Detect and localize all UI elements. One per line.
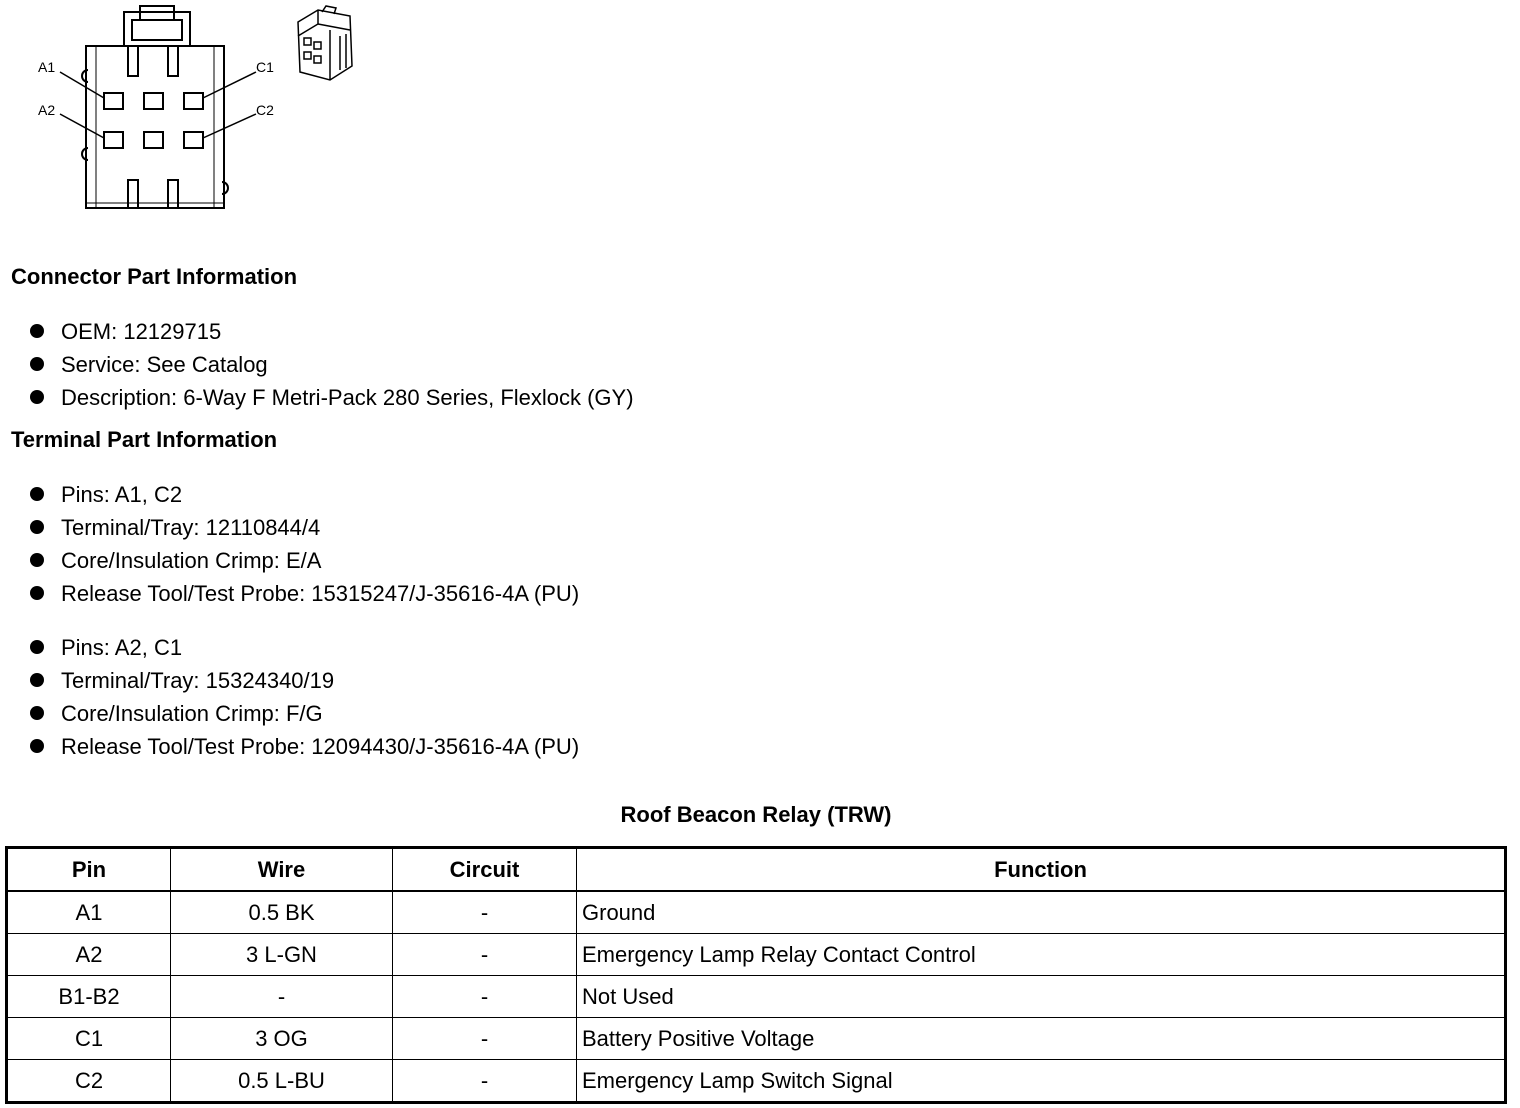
list-item: Release Tool/Test Probe: 15315247/J-35616-4A (PU) [30, 577, 579, 610]
cell-circuit: - [393, 1060, 577, 1103]
connector-isometric-icon [298, 6, 352, 80]
cell-function: Emergency Lamp Relay Contact Control [577, 934, 1506, 976]
pin-label-a2: A2 [38, 102, 56, 118]
header-function: Function [577, 848, 1506, 892]
list-item: Service: See Catalog [30, 348, 634, 381]
table-row [7, 891, 1506, 934]
list-item: Release Tool/Test Probe: 12094430/J-35616-4A (PU) [30, 730, 579, 763]
list-item: Description: 6-Way F Metri-Pack 280 Series, Flexlock (GY) [30, 381, 634, 414]
table-row [7, 1060, 1506, 1103]
cell-pin: C1 [7, 1018, 171, 1060]
connector-part-info-list [30, 315, 634, 414]
terminal-part-info-title: Terminal Part Information [11, 427, 278, 452]
table-header-row [7, 848, 1506, 892]
cell-circuit: - [393, 1018, 577, 1060]
cell-circuit: - [393, 891, 577, 934]
cell-pin: C2 [7, 1060, 171, 1103]
cell-circuit: - [393, 976, 577, 1018]
table-title: Roof Beacon Relay (TRW) [620, 802, 892, 827]
list-item: Pins: A1, C2 [30, 478, 579, 511]
cavity-b2 [144, 132, 163, 148]
pin-label-c1: C1 [256, 59, 274, 75]
list-item: Core/Insulation Crimp: F/G [30, 697, 579, 730]
connector-body [86, 46, 224, 208]
cell-pin: A2 [7, 934, 171, 976]
cavity-b1 [144, 93, 163, 109]
cell-wire: - [171, 976, 393, 1018]
pin-label-c2: C2 [256, 102, 274, 118]
connector-part-info-title: Connector Part Information [11, 264, 298, 289]
cell-wire: 0.5 BK [171, 891, 393, 934]
cell-function: Battery Positive Voltage [577, 1018, 1506, 1060]
table-row [7, 976, 1506, 1018]
cell-circuit: - [393, 934, 577, 976]
pinout-table [5, 846, 1507, 1104]
header-circuit: Circuit [393, 848, 577, 892]
connector-diagram [0, 0, 400, 225]
cell-wire: 3 L-GN [171, 934, 393, 976]
cell-function: Emergency Lamp Switch Signal [577, 1060, 1506, 1103]
list-item: Pins: A2, C1 [30, 631, 579, 664]
cell-pin: B1-B2 [7, 976, 171, 1018]
cavity-c1 [184, 93, 203, 109]
pin-label-a1: A1 [38, 59, 56, 75]
table-row [7, 1018, 1506, 1060]
cell-function: Ground [577, 891, 1506, 934]
list-item: Terminal/Tray: 15324340/19 [30, 664, 579, 697]
list-item: Terminal/Tray: 12110844/4 [30, 511, 579, 544]
cell-pin: A1 [7, 891, 171, 934]
cell-wire: 3 OG [171, 1018, 393, 1060]
cell-function: Not Used [577, 976, 1506, 1018]
header-wire: Wire [171, 848, 393, 892]
terminal-part-info-list-1 [30, 478, 579, 610]
table-row [7, 934, 1506, 976]
cell-wire: 0.5 L-BU [171, 1060, 393, 1103]
cavity-c2 [184, 132, 203, 148]
list-item: Core/Insulation Crimp: E/A [30, 544, 579, 577]
header-pin: Pin [7, 848, 171, 892]
terminal-part-info-list-2 [30, 631, 579, 763]
cavity-a1 [104, 93, 123, 109]
cavity-a2 [104, 132, 123, 148]
list-item: OEM: 12129715 [30, 315, 634, 348]
